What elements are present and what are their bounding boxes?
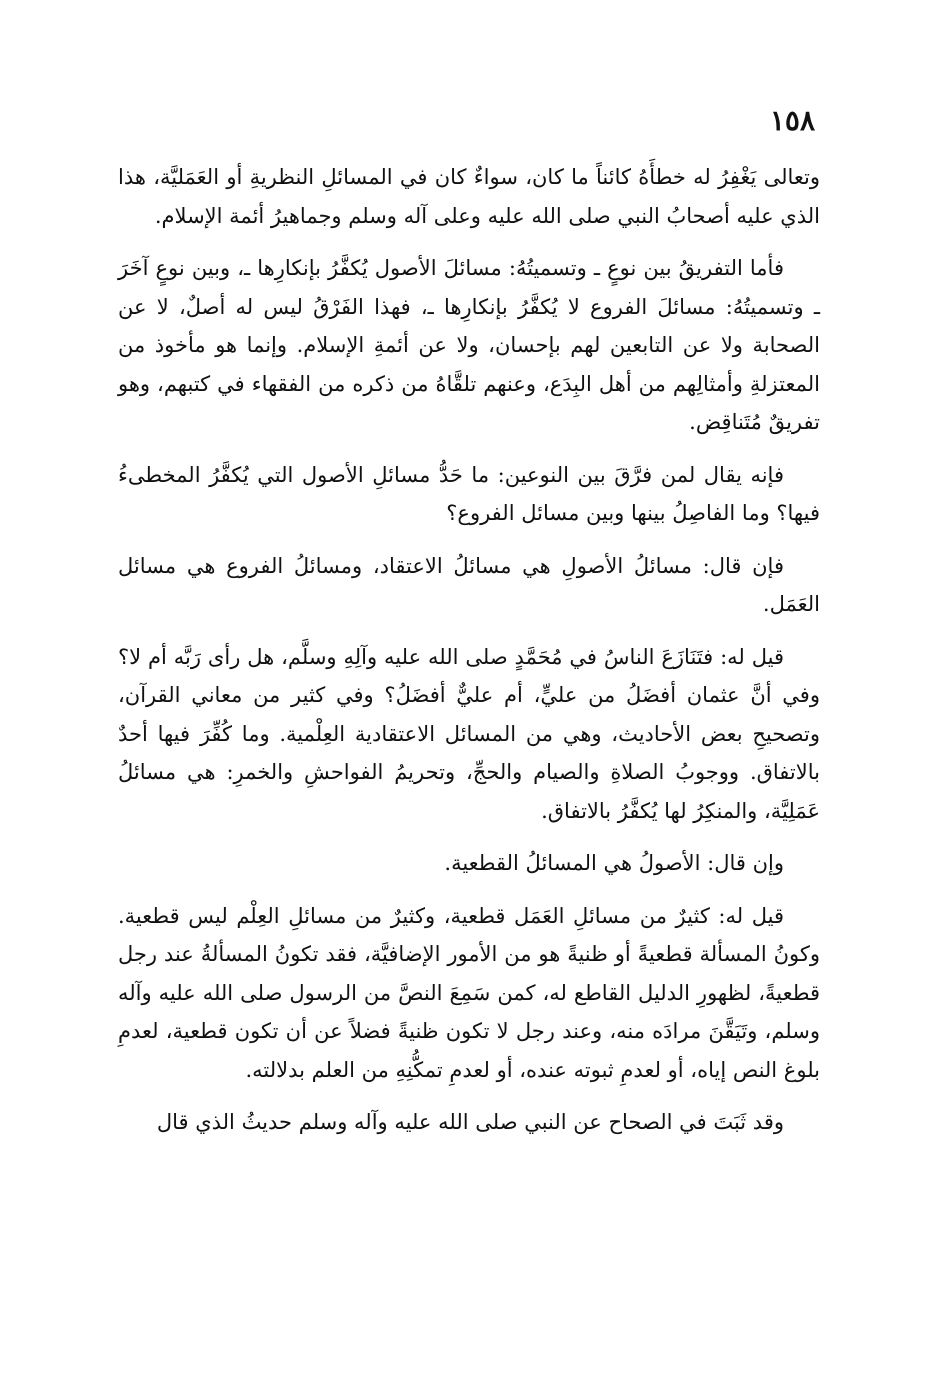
page-body: [118, 158, 820, 1156]
paragraph-reply-certainty: قيل له: كثيرٌ من مسائلِ العَمَل قطعية، وكثيرٌ من مسائلِ العِلْم ليس قطعية. وكونُ المسألة قطعيةً أو ظنيةً هو من الأمور الإضافيَّة، فقد تكونُ المسألةُ عند رجل قطعيةً، لظهورِ الدليل القاطع له، كمن سَمِعَ النصَّ من الرسول صلى الله عليه وآله وسلم، وتَيَقَّنَ مرادَه منه، وعند رجل لا تكون ظنيةً فضلاً عن أن تكون قطعية، لعدمِ بلوغ النص إياه، أو لعدمِ ثبوته عنده، أو لعدمِ تمكُّنِهِ من العلم بدلالته.: [118, 903, 820, 1082]
paragraph-question-definition: فإنه يقال لمن فرَّقَ بين النوعين: ما حَدُّ مسائلِ الأصول التي يُكفَّرُ المخطىءُ فيها؟ وما الفاصِلُ بينها وبين مسائل الفروع؟: [118, 462, 820, 525]
paragraph-objection-certainty: وإن قال: الأصولُ هي المسائلُ القطعية.: [444, 851, 784, 875]
paragraph-hadith-intro: وقد ثَبَتَ في الصحاح عن النبي صلى الله عليه وآله وسلم حديثُ الذي قال: [156, 1110, 784, 1134]
paragraph-objection-belief: فإن قال: مسائلُ الأصولِ هي مسائلُ الاعتقاد، ومسائلُ الفروع هي مسائل العَمَل.: [118, 553, 820, 616]
paragraph-continuation: وتعالى يَغْفِرُ له خطأَهُ كائناً ما كان، سواءٌ كان في المسائلِ النظريةِ أو العَمَليَّة، هذا الذي عليه أصحابُ النبي صلى الله عليه وعلى آله وسلم وجماهيرُ أئمة الإسلام.: [118, 165, 820, 228]
page-number: ١٥٨: [769, 104, 815, 137]
paragraph-reply-belief: قيل له: فتَنَازَعَ الناسُ في مُحَمَّدٍ صلى الله عليه وآلِهِ وسلَّم، هل رأى رَبَّه أم لا؟ وفي أنَّ عثمان أفضَلُ من عليٍّ، أم عليٌّ أفضَلُ؟ وفي كثير من معاني القرآن، وتصحيحِ بعض الأحاديث، وهي من المسائل الاعتقادية العِلْمية. وما كُفِّرَ فيها أحدٌ بالاتفاق. ووجوبُ الصلاةِ والصيام والحجِّ، وتحريمُ الفواحشِ والخمرِ: هي مسائلُ عَمَلِيَّة، والمنكِرُ لها يُكفَّرُ بالاتفاق.: [118, 644, 820, 823]
paragraph-distinction-critique: فأما التفريقُ بين نوعٍ ـ وتسميتُهُ: مسائلَ الأصول يُكفَّرُ بإنكارِها ـ، وبين نوعٍ آخَرَ ـ وتسميتُهُ: مسائلَ الفروع لا يُكفَّرُ بإنكارِها ـ، فهذا الفَرْقُ ليس له أصلٌ، لا عن الصحابة ولا عن التابعين لهم بإحسان، ولا عن أئمةِ الإسلام. وإنما هو مأخوذ من المعتزلةِ وأمثالِهم من أهل البِدَع، وعنهم تلقَّاهُ من ذكره من الفقهاء في كتبهم، وهو تفريقٌ مُتَناقِض.: [118, 256, 820, 434]
